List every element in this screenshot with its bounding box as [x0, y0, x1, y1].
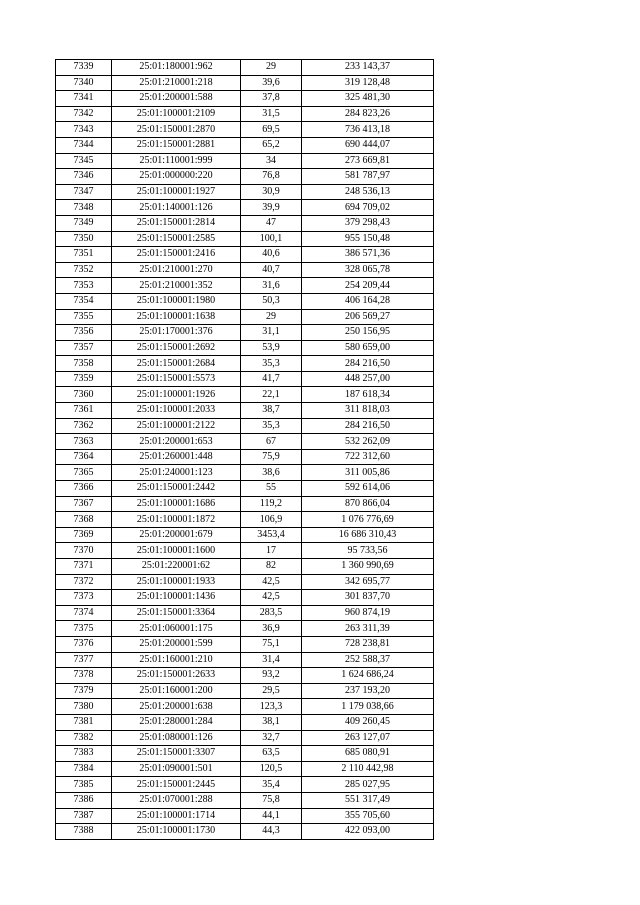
row-number-cell: 7372 [56, 574, 112, 590]
cadastral-value-cell: 328 065,78 [302, 262, 434, 278]
table-row [56, 668, 434, 684]
cadastral-value-cell: 1 076 776,69 [302, 512, 434, 528]
cadastral-number-cell: 25:01:150001:2442 [112, 481, 241, 497]
table-row [56, 730, 434, 746]
cadastral-value-cell: 685 080,91 [302, 746, 434, 762]
table-row [56, 543, 434, 559]
area-cell: 100,1 [241, 231, 302, 247]
table-row [56, 200, 434, 216]
table-row [56, 325, 434, 341]
cadastral-number-cell: 25:01:100001:2033 [112, 403, 241, 419]
area-cell: 36,9 [241, 621, 302, 637]
area-cell: 35,3 [241, 356, 302, 372]
area-cell: 69,5 [241, 122, 302, 138]
area-cell: 17 [241, 543, 302, 559]
table-row [56, 652, 434, 668]
table-row [56, 605, 434, 621]
table-row [56, 169, 434, 185]
row-number-cell: 7346 [56, 169, 112, 185]
cadastral-number-cell: 25:01:100001:1436 [112, 590, 241, 606]
cadastral-value-cell: 233 143,37 [302, 60, 434, 76]
area-cell: 34 [241, 153, 302, 169]
area-cell: 29,5 [241, 683, 302, 699]
table-row [56, 371, 434, 387]
table-row [56, 574, 434, 590]
table-row [56, 434, 434, 450]
cadastral-number-cell: 25:01:100001:1730 [112, 824, 241, 840]
cadastral-value-cell: 252 588,37 [302, 652, 434, 668]
cadastral-value-cell: 448 257,00 [302, 371, 434, 387]
area-cell: 42,5 [241, 574, 302, 590]
table-row [56, 293, 434, 309]
row-number-cell: 7340 [56, 75, 112, 91]
row-number-cell: 7386 [56, 792, 112, 808]
cadastral-value-cell: 870 866,04 [302, 496, 434, 512]
cadastral-number-cell: 25:01:150001:2692 [112, 340, 241, 356]
area-cell: 63,5 [241, 746, 302, 762]
row-number-cell: 7363 [56, 434, 112, 450]
area-cell: 53,9 [241, 340, 302, 356]
cadastral-number-cell: 25:01:210001:352 [112, 278, 241, 294]
cadastral-value-cell: 325 481,30 [302, 91, 434, 107]
row-number-cell: 7366 [56, 481, 112, 497]
cadastral-number-cell: 25:01:150001:2870 [112, 122, 241, 138]
cadastral-value-cell: 206 569,27 [302, 309, 434, 325]
table-row [56, 215, 434, 231]
cadastral-value-cell: 955 150,48 [302, 231, 434, 247]
area-cell: 32,7 [241, 730, 302, 746]
cadastral-value-cell: 250 156,95 [302, 325, 434, 341]
table-row [56, 137, 434, 153]
row-number-cell: 7373 [56, 590, 112, 606]
cadastral-number-cell: 25:01:150001:2881 [112, 137, 241, 153]
cadastral-number-cell: 25:01:100001:1600 [112, 543, 241, 559]
area-cell: 31,4 [241, 652, 302, 668]
row-number-cell: 7376 [56, 636, 112, 652]
area-cell: 42,5 [241, 590, 302, 606]
row-number-cell: 7385 [56, 777, 112, 793]
row-number-cell: 7339 [56, 60, 112, 76]
table-row [56, 60, 434, 76]
area-cell: 75,8 [241, 792, 302, 808]
area-cell: 39,6 [241, 75, 302, 91]
row-number-cell: 7360 [56, 387, 112, 403]
table-row [56, 590, 434, 606]
row-number-cell: 7348 [56, 200, 112, 216]
area-cell: 38,6 [241, 465, 302, 481]
table-row [56, 559, 434, 575]
cadastral-value-cell: 319 128,48 [302, 75, 434, 91]
cadastral-value-cell: 694 709,02 [302, 200, 434, 216]
row-number-cell: 7370 [56, 543, 112, 559]
cadastral-value-cell: 728 238,81 [302, 636, 434, 652]
row-number-cell: 7388 [56, 824, 112, 840]
cadastral-value-cell: 254 209,44 [302, 278, 434, 294]
cadastral-number-cell: 25:01:260001:448 [112, 449, 241, 465]
cadastral-value-cell: 1 624 686,24 [302, 668, 434, 684]
table-row [56, 496, 434, 512]
cadastral-value-cell: 342 695,77 [302, 574, 434, 590]
cadastral-number-cell: 25:01:080001:126 [112, 730, 241, 746]
row-number-cell: 7358 [56, 356, 112, 372]
cadastral-number-cell: 25:01:150001:2814 [112, 215, 241, 231]
row-number-cell: 7387 [56, 808, 112, 824]
area-cell: 50,3 [241, 293, 302, 309]
cadastral-number-cell: 25:01:100001:1980 [112, 293, 241, 309]
cadastral-number-cell: 25:01:100001:2122 [112, 418, 241, 434]
row-number-cell: 7356 [56, 325, 112, 341]
row-number-cell: 7367 [56, 496, 112, 512]
row-number-cell: 7344 [56, 137, 112, 153]
table-row [56, 512, 434, 528]
row-number-cell: 7374 [56, 605, 112, 621]
cadastral-number-cell: 25:01:150001:2416 [112, 247, 241, 263]
row-number-cell: 7362 [56, 418, 112, 434]
cadastral-value-cell: 301 837,70 [302, 590, 434, 606]
cadastral-number-cell: 25:01:070001:288 [112, 792, 241, 808]
area-cell: 44,3 [241, 824, 302, 840]
cadastral-value-table [55, 59, 434, 840]
cadastral-number-cell: 25:01:100001:1638 [112, 309, 241, 325]
cadastral-number-cell: 25:01:100001:1926 [112, 387, 241, 403]
cadastral-number-cell: 25:01:100001:1927 [112, 184, 241, 200]
area-cell: 44,1 [241, 808, 302, 824]
cadastral-value-cell: 285 027,95 [302, 777, 434, 793]
table-row [56, 761, 434, 777]
row-number-cell: 7371 [56, 559, 112, 575]
row-number-cell: 7347 [56, 184, 112, 200]
cadastral-value-cell: 736 413,18 [302, 122, 434, 138]
table-row [56, 262, 434, 278]
cadastral-value-cell: 248 536,13 [302, 184, 434, 200]
table-body [56, 60, 434, 840]
cadastral-value-cell: 284 823,26 [302, 106, 434, 122]
cadastral-number-cell: 25:01:150001:2633 [112, 668, 241, 684]
row-number-cell: 7354 [56, 293, 112, 309]
cadastral-number-cell: 25:01:100001:1714 [112, 808, 241, 824]
cadastral-value-cell: 722 312,60 [302, 449, 434, 465]
area-cell: 3453,4 [241, 527, 302, 543]
cadastral-value-cell: 422 093,00 [302, 824, 434, 840]
table-row [56, 231, 434, 247]
cadastral-value-cell: 187 618,34 [302, 387, 434, 403]
cadastral-number-cell: 25:01:150001:5573 [112, 371, 241, 387]
table-row [56, 309, 434, 325]
cadastral-value-cell: 551 317,49 [302, 792, 434, 808]
cadastral-value-cell: 263 311,39 [302, 621, 434, 637]
row-number-cell: 7351 [56, 247, 112, 263]
area-cell: 93,2 [241, 668, 302, 684]
cadastral-value-cell: 16 686 310,43 [302, 527, 434, 543]
row-number-cell: 7378 [56, 668, 112, 684]
cadastral-number-cell: 25:01:200001:638 [112, 699, 241, 715]
table-row [56, 636, 434, 652]
table-row [56, 91, 434, 107]
table-row [56, 153, 434, 169]
row-number-cell: 7384 [56, 761, 112, 777]
row-number-cell: 7383 [56, 746, 112, 762]
row-number-cell: 7380 [56, 699, 112, 715]
row-number-cell: 7349 [56, 215, 112, 231]
cadastral-number-cell: 25:01:150001:2445 [112, 777, 241, 793]
cadastral-value-cell: 580 659,00 [302, 340, 434, 356]
cadastral-value-cell: 409 260,45 [302, 714, 434, 730]
area-cell: 38,7 [241, 403, 302, 419]
area-cell: 65,2 [241, 137, 302, 153]
row-number-cell: 7365 [56, 465, 112, 481]
area-cell: 30,9 [241, 184, 302, 200]
cadastral-value-cell: 581 787,97 [302, 169, 434, 185]
cadastral-value-cell: 532 262,09 [302, 434, 434, 450]
row-number-cell: 7342 [56, 106, 112, 122]
area-cell: 22,1 [241, 387, 302, 403]
area-cell: 119,2 [241, 496, 302, 512]
cadastral-number-cell: 25:01:090001:501 [112, 761, 241, 777]
area-cell: 106,9 [241, 512, 302, 528]
table-row [56, 746, 434, 762]
table-row [56, 340, 434, 356]
table-row [56, 792, 434, 808]
cadastral-number-cell: 25:01:100001:1933 [112, 574, 241, 590]
cadastral-value-cell: 1 360 990,69 [302, 559, 434, 575]
cadastral-value-cell: 690 444,07 [302, 137, 434, 153]
row-number-cell: 7364 [56, 449, 112, 465]
table-row [56, 278, 434, 294]
cadastral-value-cell: 311 005,86 [302, 465, 434, 481]
area-cell: 40,6 [241, 247, 302, 263]
cadastral-value-cell: 284 216,50 [302, 356, 434, 372]
area-cell: 35,4 [241, 777, 302, 793]
table-row [56, 714, 434, 730]
row-number-cell: 7382 [56, 730, 112, 746]
area-cell: 29 [241, 60, 302, 76]
cadastral-value-cell: 355 705,60 [302, 808, 434, 824]
table-row [56, 683, 434, 699]
area-cell: 75,9 [241, 449, 302, 465]
cadastral-number-cell: 25:01:100001:1686 [112, 496, 241, 512]
table-row [56, 106, 434, 122]
table-row [56, 824, 434, 840]
area-cell: 40,7 [241, 262, 302, 278]
row-number-cell: 7352 [56, 262, 112, 278]
row-number-cell: 7355 [56, 309, 112, 325]
cadastral-number-cell: 25:01:060001:175 [112, 621, 241, 637]
cadastral-number-cell: 25:01:200001:679 [112, 527, 241, 543]
cadastral-value-cell: 960 874,19 [302, 605, 434, 621]
table-row [56, 465, 434, 481]
row-number-cell: 7375 [56, 621, 112, 637]
table-row [56, 75, 434, 91]
cadastral-value-cell: 311 818,03 [302, 403, 434, 419]
table-row [56, 247, 434, 263]
table-row [56, 699, 434, 715]
row-number-cell: 7368 [56, 512, 112, 528]
table-row [56, 418, 434, 434]
row-number-cell: 7350 [56, 231, 112, 247]
table-row [56, 122, 434, 138]
cadastral-value-cell: 2 110 442,98 [302, 761, 434, 777]
row-number-cell: 7343 [56, 122, 112, 138]
table-row [56, 527, 434, 543]
cadastral-number-cell: 25:01:000000:220 [112, 169, 241, 185]
cadastral-number-cell: 25:01:150001:2585 [112, 231, 241, 247]
area-cell: 31,1 [241, 325, 302, 341]
row-number-cell: 7357 [56, 340, 112, 356]
cadastral-value-cell: 592 614,06 [302, 481, 434, 497]
table-row [56, 777, 434, 793]
row-number-cell: 7345 [56, 153, 112, 169]
cadastral-value-cell: 386 571,36 [302, 247, 434, 263]
area-cell: 75,1 [241, 636, 302, 652]
cadastral-value-cell: 95 733,56 [302, 543, 434, 559]
area-cell: 35,3 [241, 418, 302, 434]
row-number-cell: 7361 [56, 403, 112, 419]
cadastral-value-cell: 263 127,07 [302, 730, 434, 746]
cadastral-number-cell: 25:01:170001:376 [112, 325, 241, 341]
area-cell: 82 [241, 559, 302, 575]
table-row [56, 481, 434, 497]
table-row [56, 387, 434, 403]
cadastral-number-cell: 25:01:100001:1872 [112, 512, 241, 528]
cadastral-number-cell: 25:01:220001:62 [112, 559, 241, 575]
table-row [56, 621, 434, 637]
area-cell: 120,5 [241, 761, 302, 777]
area-cell: 38,1 [241, 714, 302, 730]
cadastral-number-cell: 25:01:200001:588 [112, 91, 241, 107]
row-number-cell: 7369 [56, 527, 112, 543]
table-row [56, 184, 434, 200]
row-number-cell: 7353 [56, 278, 112, 294]
cadastral-number-cell: 25:01:150001:3364 [112, 605, 241, 621]
area-cell: 55 [241, 481, 302, 497]
table-row [56, 403, 434, 419]
table-row [56, 808, 434, 824]
area-cell: 31,6 [241, 278, 302, 294]
cadastral-number-cell: 25:01:160001:200 [112, 683, 241, 699]
area-cell: 283,5 [241, 605, 302, 621]
cadastral-number-cell: 25:01:110001:999 [112, 153, 241, 169]
cadastral-number-cell: 25:01:210001:218 [112, 75, 241, 91]
row-number-cell: 7377 [56, 652, 112, 668]
row-number-cell: 7359 [56, 371, 112, 387]
cadastral-number-cell: 25:01:180001:962 [112, 60, 241, 76]
cadastral-value-cell: 379 298,43 [302, 215, 434, 231]
cadastral-value-cell: 284 216,50 [302, 418, 434, 434]
cadastral-value-cell: 406 164,28 [302, 293, 434, 309]
area-cell: 37,8 [241, 91, 302, 107]
table-row [56, 356, 434, 372]
area-cell: 47 [241, 215, 302, 231]
area-cell: 76,8 [241, 169, 302, 185]
row-number-cell: 7381 [56, 714, 112, 730]
area-cell: 67 [241, 434, 302, 450]
table-row [56, 449, 434, 465]
area-cell: 123,3 [241, 699, 302, 715]
cadastral-number-cell: 25:01:140001:126 [112, 200, 241, 216]
cadastral-number-cell: 25:01:150001:2684 [112, 356, 241, 372]
cadastral-number-cell: 25:01:200001:653 [112, 434, 241, 450]
area-cell: 29 [241, 309, 302, 325]
cadastral-number-cell: 25:01:160001:210 [112, 652, 241, 668]
area-cell: 31,5 [241, 106, 302, 122]
row-number-cell: 7341 [56, 91, 112, 107]
cadastral-number-cell: 25:01:210001:270 [112, 262, 241, 278]
cadastral-value-cell: 1 179 038,66 [302, 699, 434, 715]
cadastral-number-cell: 25:01:100001:2109 [112, 106, 241, 122]
area-cell: 41,7 [241, 371, 302, 387]
cadastral-value-cell: 237 193,20 [302, 683, 434, 699]
cadastral-number-cell: 25:01:150001:3307 [112, 746, 241, 762]
cadastral-number-cell: 25:01:200001:599 [112, 636, 241, 652]
cadastral-number-cell: 25:01:240001:123 [112, 465, 241, 481]
cadastral-number-cell: 25:01:280001:284 [112, 714, 241, 730]
row-number-cell: 7379 [56, 683, 112, 699]
cadastral-value-cell: 273 669,81 [302, 153, 434, 169]
area-cell: 39,9 [241, 200, 302, 216]
